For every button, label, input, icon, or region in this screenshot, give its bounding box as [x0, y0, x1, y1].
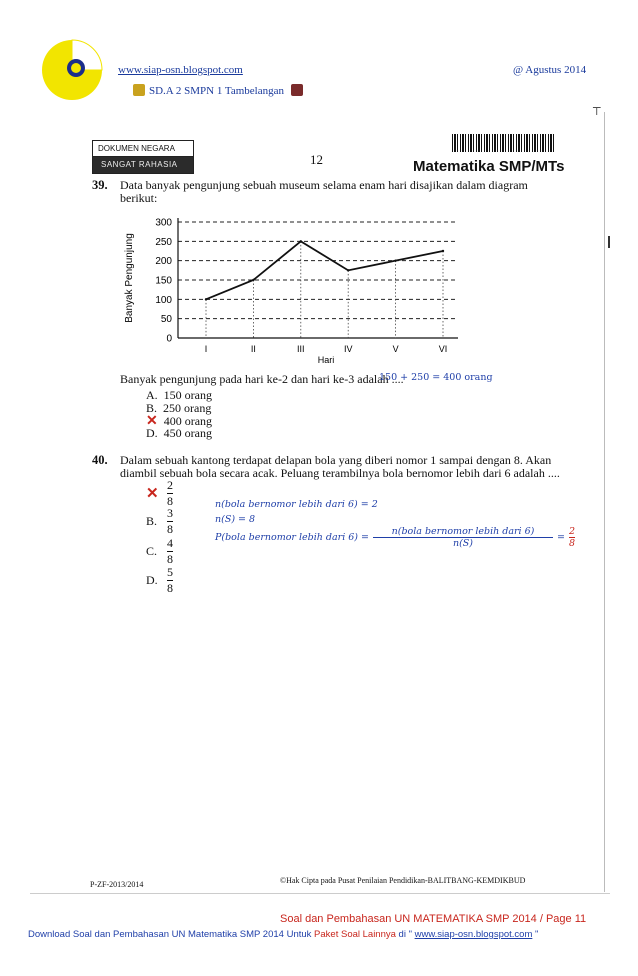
q39-text-line2: berikut:: [120, 191, 158, 205]
q40-option-b[interactable]: [146, 506, 173, 537]
exam-page-number: 12: [310, 152, 323, 167]
q39-text-line1: Data banyak pengunjung sebuah museum selama enam hari disajikan dalam diagram: [120, 178, 528, 192]
q39-work: 150 + 250 = 400 orang: [379, 372, 493, 383]
fraction-num: 2: [167, 478, 173, 492]
x-tick-label-III: III: [297, 344, 305, 354]
work3-den: n(S): [452, 538, 474, 549]
q40-option-a[interactable]: [146, 478, 173, 509]
x-axis-label: Hari: [317, 355, 335, 365]
download-link[interactable]: www.siap-osn.blogspot.com: [414, 929, 533, 940]
fraction-den: 8: [167, 522, 173, 536]
header-date: @ Agustus 2014: [513, 64, 587, 76]
document-class-box: [92, 140, 194, 174]
school-emblem-icon: [133, 84, 145, 96]
option-text: 150 orang: [163, 388, 212, 402]
option-fraction: [167, 478, 173, 509]
q39-number: 39.: [92, 178, 108, 192]
work3-left: P(bola bernomor lebih dari 6) =: [215, 532, 369, 543]
download-text-2: Paket Soal Lainnya: [314, 929, 396, 940]
chart-axes: [178, 218, 458, 338]
x-tick-label-II: II: [250, 344, 256, 354]
q40-work-line1: n(bola bernomor lebih dari 6) = 2: [215, 499, 378, 510]
page-footer-label: Soal dan Pembahasan UN MATEMATIKA SMP 2014 / Page 11: [280, 913, 587, 925]
visitor-line-chart: [118, 208, 468, 368]
work3-eq: =: [557, 532, 565, 543]
work3-rden: 8: [568, 538, 576, 549]
download-line: [28, 929, 538, 940]
q40-option-d[interactable]: [146, 565, 173, 596]
scan-side-mark: [608, 236, 610, 248]
q40-text: [120, 453, 560, 480]
q40-number: 40.: [92, 453, 108, 467]
option-fraction: [167, 565, 173, 596]
q39-option-d[interactable]: [146, 426, 212, 441]
exam-subject: Matematika SMP/MTs: [413, 158, 565, 175]
download-text-4: ": [532, 929, 539, 940]
fraction-num: 5: [167, 565, 173, 579]
fraction-num: 4: [167, 536, 173, 550]
option-fraction: [167, 536, 173, 567]
option-letter: A.: [146, 388, 158, 402]
option-fraction: [167, 506, 173, 537]
series-line: [206, 241, 443, 299]
header-school-text: SD.A 2 SMPN 1 Tambelangan: [149, 85, 285, 97]
header-site-link[interactable]: www.siap-osn.blogspot.com: [118, 64, 243, 76]
header-school: [133, 84, 303, 97]
q40-work-line3: [215, 526, 575, 549]
chart-x-ticks: [205, 344, 448, 354]
option-letter: B.: [146, 514, 158, 528]
chart-grid: [178, 222, 458, 319]
fraction-den: 8: [167, 494, 173, 508]
y-tick-label-50: 50: [160, 314, 172, 326]
option-letter: C.: [146, 544, 158, 558]
fraction-num: 3: [167, 506, 173, 520]
option-text: 250 orang: [163, 401, 212, 415]
option-letter: B.: [146, 401, 158, 415]
option-letter: D.: [146, 573, 158, 587]
barcode-icon: [452, 134, 556, 152]
y-tick-label-100: 100: [155, 294, 172, 306]
x-tick-label-VI: VI: [438, 344, 448, 354]
y-tick-label-200: 200: [155, 256, 172, 268]
y-tick-label-0: 0: [166, 333, 172, 345]
x-tick-label-I: I: [204, 344, 208, 354]
answer-cross-icon: ✕: [146, 486, 159, 502]
school-badge-icon: [291, 84, 303, 96]
option-letter: D.: [146, 426, 158, 440]
scan-mark-icon: ⊤: [592, 106, 602, 118]
q39-text: [120, 179, 540, 205]
work3-result: [569, 526, 575, 549]
q40-text-line1: Dalam sebuah kantong terdapat delapan bola yang diberi nomor 1 sampai dengan 8. Akan: [120, 453, 552, 467]
fraction-den: 8: [167, 552, 173, 566]
y-tick-label-150: 150: [155, 275, 172, 287]
work3-num: n(bola bernomor lebih dari 6): [373, 526, 553, 538]
footer-divider: [30, 893, 610, 894]
q40-text-line2: diambil sebuah bola secara acak. Peluang terambilnya bola bernomor lebih dari 6 adalah ....: [120, 466, 560, 480]
download-text-3: di ": [395, 929, 415, 940]
copyright: ©Hak Cipta pada Pusat Penilaian Pendidikan-BALITBANG-KEMDIKBUD: [280, 876, 526, 885]
x-tick-label-IV: IV: [343, 344, 353, 354]
work3-rnum: 2: [568, 526, 576, 537]
site-logo-icon: [40, 38, 104, 102]
answer-cross-icon: ✕: [146, 414, 158, 429]
secret-label: SANGAT RAHASIA: [93, 157, 193, 173]
y-tick-label-300: 300: [155, 217, 172, 229]
q39-question: Banyak pengunjung pada hari ke-2 dan hari ke-3 adalah ....: [120, 372, 404, 386]
download-text-1: Download Soal dan Pembahasan UN Matematika SMP 2014 Untuk: [28, 929, 315, 940]
x-tick-label-V: V: [392, 344, 399, 354]
option-text: 450 orang: [163, 426, 212, 440]
work3-fraction: [373, 526, 553, 549]
option-text: 400 orang: [163, 414, 213, 428]
fraction-den: 8: [167, 581, 173, 595]
y-axis-label: Banyak Pengunjung: [124, 233, 135, 323]
scan-edge-divider: [604, 112, 605, 892]
y-tick-label-250: 250: [155, 236, 172, 248]
chart-y-ticks: [155, 218, 172, 345]
q40-work-line2: n(S) = 8: [215, 514, 256, 525]
doc-label: DOKUMEN NEGARA: [93, 141, 193, 157]
q40-option-c[interactable]: [146, 536, 173, 567]
exam-code: P-ZF-2013/2014: [90, 880, 144, 889]
